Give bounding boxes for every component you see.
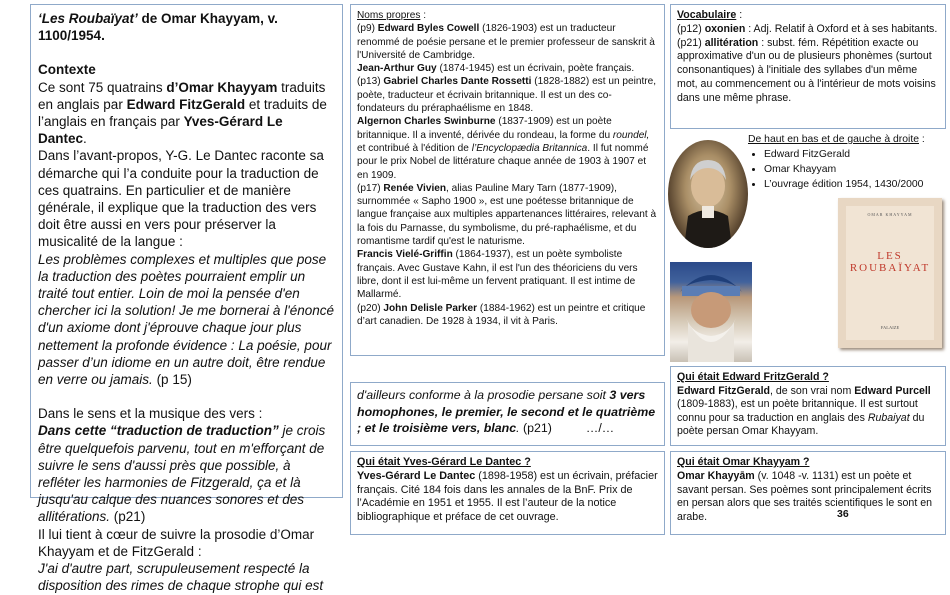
entry-guy — [357, 62, 658, 75]
entry-text: , alias Pauline Mary Tarn (1877-1909), surnommée « Sapho 1900 », est une poétesse britannique de langue française aux multiples appartenances littéraires, relevant à la fois du Parnasse, du symbolisme, du pré-raphaélisme, et du romantisme tardif qu'est le naturisme. — [357, 182, 657, 248]
bio-text: du poète persan Omar Khayyam. — [677, 411, 925, 438]
caption-item: • Omar Khayyam — [764, 162, 948, 177]
heading-text: De haut en bas et de gauche à droite — [748, 134, 919, 145]
omar-bio — [677, 470, 939, 525]
entry-swinburne — [357, 115, 658, 181]
fitzgerald-bio — [677, 385, 939, 439]
vocab-word: allitération — [704, 36, 759, 49]
omar-panel — [670, 451, 946, 535]
bio-name: Edward Purcell — [854, 384, 931, 397]
entry-name: Edward Byles Cowell — [377, 23, 480, 35]
entry-rossetti — [357, 75, 658, 115]
name-omar: d’Omar Khayyam — [166, 79, 278, 95]
quote-text: Les problèmes complexes et multiples que pose la traduction des poètes pourraient emplir un traité tout entier. Loin de moi la pensée d'en chercher ici la solution! Je me bornerai à l'énoncé d'un axiome dont j'éprouve chaque jour plus nettement la profonde évidence : La poésie, pour passer d’un idiome en un autre doit, être rendue en verre ou jamais. — [38, 251, 334, 388]
quote-ref: (p21) — [110, 509, 146, 525]
le-dantec-heading: Qui était Yves-Gérard Le Dantec ? — [357, 456, 531, 468]
image-caption — [748, 132, 948, 192]
entry-name: John Delisle Parker — [383, 302, 478, 314]
vocab-definition: : Adj. Relatif à Oxford et à ses habitants. — [745, 22, 938, 35]
context-paragraph-1 — [38, 79, 335, 148]
entry-text: (1874-1945) est un écrivain, poète français. — [436, 63, 635, 75]
entry-cowell — [357, 22, 658, 62]
quote-bold: Dans cette “traduction de traduction” — [38, 423, 279, 439]
context-heading: Contexte — [38, 62, 96, 78]
fitzgerald-portrait — [668, 140, 748, 248]
entry-text: (1864-1937), est un poète symboliste français. Avec Gustave Kahn, il est l'un des théoriciens du vers libre, dont il est lui-même un fervent pratiquant. Il est intime de Mallarmé. — [357, 249, 638, 301]
proper-names-heading — [357, 9, 658, 22]
prosody-text — [357, 387, 658, 437]
le-dantec-panel — [350, 451, 665, 535]
caption-item: • Edward FitzGerald — [764, 147, 948, 162]
bio-text: (1898-1958) est un écrivain, préfacier français. Cité 184 fois dans les annales de la BnF. Prix de l’Académie en 1951 et 1955. Il est l’auteur de la notice bibliographique et préface de cet ouvrage. — [357, 469, 658, 524]
name-fitzgerald: Edward FitzGerald — [126, 96, 246, 112]
vocabulary-heading — [677, 9, 939, 23]
title-rest: de Omar Khayyam, v. 1100/1954. — [38, 11, 278, 44]
context-panel — [30, 4, 343, 594]
page-ref: (p21) — [519, 421, 552, 435]
heading-text: Noms propres — [357, 10, 421, 21]
entry-text: (1837-1909) est un poète britannique. Il a inventé, dérivée du rondeau, la forme du — [357, 116, 613, 141]
quote-text: je crois être quelquefois parvenu, tout en m'efforçant de suivre le sens d'aussi près que possible, à refléter les harmonies de Fitzgerald, ça et là jusqu'au calque des nuances sonores et des allitérations. — [38, 423, 326, 525]
quote-1 — [38, 251, 335, 389]
prosody-end: . — [516, 421, 520, 435]
book-cover-inner — [846, 206, 934, 340]
bio-work: Rubaiyat — [867, 411, 910, 424]
omar-khayyam-portrait — [670, 262, 752, 362]
bio-name: Yves-Gérard Le Dantec — [357, 469, 476, 482]
fitzgerald-panel — [670, 366, 946, 446]
context-paragraph-4: Il lui tient à cœur de suivre la prosodie d’Omar Khayyam et de FitzGerald : — [38, 526, 315, 559]
le-dantec-bio — [357, 470, 658, 525]
entry-viele-griffin — [357, 248, 658, 301]
text: Ce sont 75 quatrains — [38, 79, 167, 95]
text: . — [83, 131, 87, 147]
page-number: 36 — [837, 508, 849, 520]
proper-names-panel — [350, 4, 665, 356]
entry-text: . Il fut nommé pour le prix Nobel de littérature chaque année de 1903 à 1907 et en 1909. — [357, 142, 649, 181]
entry-term: roundel, — [612, 129, 650, 141]
entry-text: et contribué à l'édition de — [357, 142, 472, 154]
page-ref: (p9) — [357, 23, 378, 35]
page-ref: (p21) — [677, 36, 705, 49]
name-le-dantec: Yves-Gérard Le Dantec — [38, 114, 283, 147]
page-ref: (p12) — [677, 22, 705, 35]
bio-name: Omar Khayyām — [677, 469, 755, 482]
quote-3: J'ai d'autre part, scrupuleusement respecté la disposition des rimes de chaque strophe qui est — [38, 561, 324, 594]
bio-name: Edward FitzGerald — [677, 384, 771, 397]
book-publisher: FALAIZE — [880, 325, 900, 330]
caption-list — [748, 147, 948, 192]
book-title: LES ROUBAÏYAT — [849, 250, 931, 274]
quote-ref: (p 15) — [152, 372, 192, 388]
heading-text: Vocabulaire — [677, 9, 737, 21]
bio-text: (v. 1048 -v. 1131) est un poète et savant persan. Ses poèmes sont principalement écrits en persan alors que ses traités scientifiques le sont en arabe. — [677, 469, 932, 524]
vocab-alliteration — [677, 37, 939, 106]
book-author: OMAR KHAYYAM — [867, 212, 913, 217]
page-ref: (p20) — [357, 302, 384, 314]
quote-2 — [38, 422, 335, 525]
bio-text: (1809-1883), est un poète britannique. Il est surtout connu pour sa traduction en anglais des — [677, 398, 918, 424]
entry-name: Algernon Charles Swinburne — [357, 116, 496, 128]
entry-parker — [357, 302, 658, 329]
entry-vivien — [357, 182, 658, 248]
context-paragraph-3: Dans le sens et la musique des vers : — [38, 406, 263, 422]
vocabulary-panel — [670, 4, 946, 129]
caption-heading — [748, 132, 948, 147]
bio-text: , de son vrai nom — [770, 384, 855, 397]
entry-name: Renée Vivien — [383, 182, 447, 194]
page-ref: (p13) — [357, 76, 384, 88]
title-work: ‘Les Roubaïyat’ — [38, 11, 138, 26]
continuation-mark: …/… — [585, 421, 615, 435]
entry-text: (1826-1903) est un traducteur renommé de poésie persane et le premier professeur de sanskrit à l'Université de Cambridge. — [357, 23, 655, 61]
heading-colon: : — [736, 9, 743, 21]
entry-term: l’Encyclopædia Britannica — [471, 142, 588, 154]
heading-colon: : — [420, 10, 426, 21]
caption-item: • L’ouvrage édition 1954, 1430/2000 — [764, 177, 948, 192]
entry-name: Gabriel Charles Dante Rossetti — [383, 76, 532, 88]
prosody-panel — [350, 382, 665, 446]
vocab-definition: : subst. fém. Répétition exacte ou approximative d'un ou de plusieurs phonèmes (surtout consonantiques) à l'initiale des syllabes d'un même mot, au commencement ou à l'intérieur de mots voisins dans une même phrase. — [677, 36, 936, 104]
prosody-bold: 3 vers homophones, le premier, le second et le quatrième ; et le troisième vers, blanc — [357, 388, 656, 435]
page-ref: (p17) — [357, 182, 384, 194]
omar-heading: Qui était Omar Khayyam ? — [677, 456, 810, 468]
entry-name: Jean-Arthur Guy — [357, 63, 437, 75]
prosody-intro: d'ailleurs conforme à la prosodie persane soit — [357, 388, 610, 402]
fitzgerald-heading: Qui était Edward FritzGerald ? — [677, 371, 829, 383]
vocab-oxonien — [677, 23, 939, 37]
vocab-word: oxonien — [704, 22, 746, 35]
entry-name: Francis Vielé-Griffin — [357, 249, 453, 261]
entry-text: (1884-1962) est un peintre et critique d’art canadien. De 1928 à 1934, il vit à Paris. — [357, 302, 646, 327]
entry-text: (1828-1882) est un peintre, poète, traducteur et écrivain britannique. Il est un des co-fondateurs du préraphaélisme en 1848. — [357, 76, 657, 115]
heading-colon: : — [919, 134, 925, 145]
text: traduits en anglais par — [38, 79, 326, 112]
book-cover — [838, 198, 942, 348]
work-title — [38, 10, 335, 44]
context-paragraph-2: Dans l’avant-propos, Y-G. Le Dantec raconte sa démarche qui l’a conduite pour la traduction de ces quatrains. En particulier et de manière générale, il explique que la traduction des vers doit être aussi en vers pour préserver la musicalité de la langue : — [38, 148, 324, 250]
text: et traduits de l’anglais en français par — [38, 96, 327, 130]
